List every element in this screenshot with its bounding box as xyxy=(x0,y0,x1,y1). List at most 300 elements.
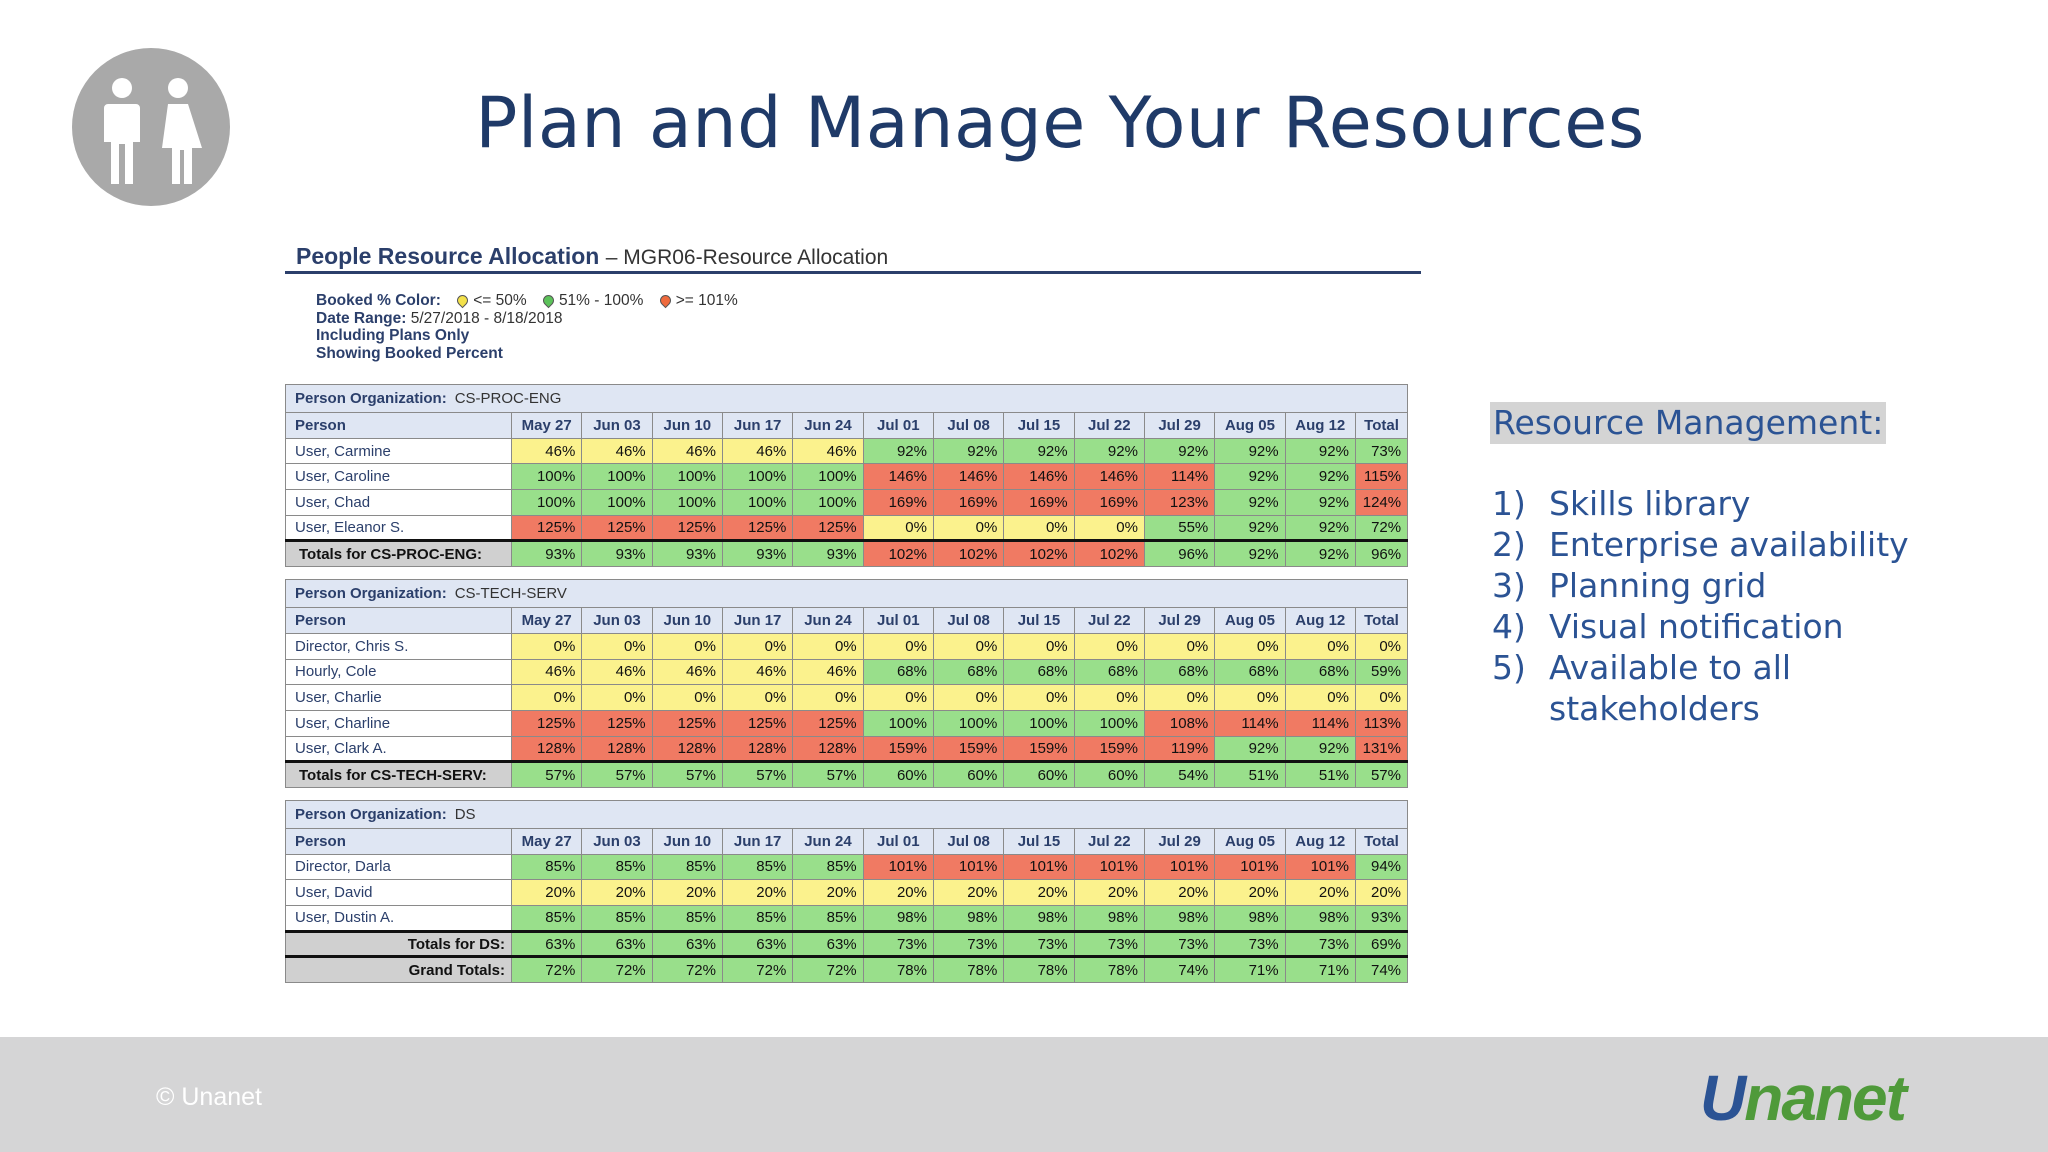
totals-cell: 96% xyxy=(1355,541,1407,567)
table-row xyxy=(286,880,1408,906)
unanet-logo xyxy=(1700,1061,1905,1135)
green-pin-icon xyxy=(541,293,557,309)
booked-percent-cell: 68% xyxy=(933,659,1003,685)
table-row xyxy=(286,490,1408,516)
totals-cell: 73% xyxy=(1215,931,1285,957)
grand-totals-cell: 78% xyxy=(933,957,1003,983)
booked-percent-cell: 20% xyxy=(1355,880,1407,906)
allocation-groups xyxy=(285,384,1407,995)
booked-percent-cell: 20% xyxy=(1215,880,1285,906)
org-label: Person Organization: xyxy=(295,390,447,407)
booked-percent-cell: 0% xyxy=(722,633,792,659)
report-subtitle: – MGR06-Resource Allocation xyxy=(605,246,889,269)
booked-percent-cell: 94% xyxy=(1355,854,1407,880)
column-header: Aug 12 xyxy=(1285,608,1355,634)
booked-percent-cell: 100% xyxy=(863,710,933,736)
column-header: Jul 22 xyxy=(1074,413,1144,439)
booked-percent-cell: 92% xyxy=(1215,736,1285,762)
table-row xyxy=(286,659,1408,685)
booked-percent-cell: 114% xyxy=(1215,710,1285,736)
column-header: Jul 22 xyxy=(1074,828,1144,854)
booked-percent-cell: 92% xyxy=(863,438,933,464)
column-header: Jun 17 xyxy=(722,413,792,439)
booked-percent-cell: 46% xyxy=(793,659,863,685)
booked-percent-cell: 146% xyxy=(1004,464,1074,490)
column-header: Aug 05 xyxy=(1215,828,1285,854)
booked-percent-cell: 72% xyxy=(1355,515,1407,541)
table-row xyxy=(286,736,1408,762)
org-label: Person Organization: xyxy=(295,585,447,603)
plans-filter-note: Including Plans Only xyxy=(316,327,470,344)
booked-percent-cell: 100% xyxy=(582,464,652,490)
totals-row xyxy=(286,541,1408,567)
person-name: User, Dustin A. xyxy=(286,906,512,932)
report-title xyxy=(296,243,888,270)
booked-percent-cell: 125% xyxy=(793,710,863,736)
booked-percent-cell: 101% xyxy=(933,854,1003,880)
totals-row xyxy=(286,762,1408,788)
column-header: May 27 xyxy=(512,413,582,439)
person-name: User, Clark A. xyxy=(286,736,512,762)
table-row xyxy=(286,710,1408,736)
column-header: Jul 01 xyxy=(863,608,933,634)
grand-totals-cell: 72% xyxy=(793,957,863,983)
totals-cell: 73% xyxy=(1074,931,1144,957)
booked-percent-cell: 68% xyxy=(1285,659,1355,685)
booked-percent-cell: 101% xyxy=(1285,854,1355,880)
booked-percent-cell: 125% xyxy=(722,515,792,541)
booked-percent-cell: 131% xyxy=(1355,736,1407,762)
booked-percent-cell: 85% xyxy=(793,854,863,880)
booked-percent-cell: 46% xyxy=(652,659,722,685)
booked-percent-cell: 98% xyxy=(1144,906,1214,932)
table-row xyxy=(286,854,1408,880)
report-title-text: People Resource Allocation xyxy=(296,243,600,269)
column-header: Aug 12 xyxy=(1285,828,1355,854)
table-row xyxy=(286,633,1408,659)
booked-percent-cell: 123% xyxy=(1144,490,1214,516)
booked-percent-cell: 169% xyxy=(1004,490,1074,516)
totals-cell: 57% xyxy=(652,762,722,788)
logo-u: U xyxy=(1700,1062,1745,1134)
booked-percent-cell: 0% xyxy=(1355,633,1407,659)
totals-cell: 60% xyxy=(933,762,1003,788)
column-header: Total xyxy=(1355,608,1407,634)
org-row xyxy=(286,800,1408,828)
org-table xyxy=(285,800,1408,983)
totals-cell: 51% xyxy=(1285,762,1355,788)
booked-percent-cell: 128% xyxy=(793,736,863,762)
booked-percent-cell: 0% xyxy=(652,685,722,711)
booked-percent-cell: 68% xyxy=(1144,659,1214,685)
org-row xyxy=(286,580,1408,608)
person-name: Director, Chris S. xyxy=(286,633,512,659)
column-header: Jun 03 xyxy=(582,828,652,854)
booked-percent-cell: 92% xyxy=(1215,490,1285,516)
booked-percent-cell: 101% xyxy=(1215,854,1285,880)
booked-percent-cell: 20% xyxy=(793,880,863,906)
people-icon xyxy=(72,48,230,206)
booked-percent-cell: 125% xyxy=(652,515,722,541)
table-row xyxy=(286,906,1408,932)
booked-percent-cell: 73% xyxy=(1355,438,1407,464)
list-number: 2) xyxy=(1492,525,1526,564)
grand-totals-cell: 74% xyxy=(1144,957,1214,983)
person-name: Hourly, Cole xyxy=(286,659,512,685)
booked-percent-cell: 85% xyxy=(582,854,652,880)
booked-percent-cell: 20% xyxy=(1004,880,1074,906)
list-number: 5) xyxy=(1492,648,1526,687)
totals-cell: 57% xyxy=(793,762,863,788)
column-header: Jul 01 xyxy=(863,828,933,854)
booked-percent-cell: 20% xyxy=(933,880,1003,906)
column-header-person: Person xyxy=(286,413,512,439)
org-table xyxy=(285,384,1408,567)
booked-percent-cell: 0% xyxy=(1144,633,1214,659)
booked-percent-cell: 85% xyxy=(652,906,722,932)
person-name: User, Charlie xyxy=(286,685,512,711)
totals-cell: 96% xyxy=(1144,541,1214,567)
booked-percent-cell: 100% xyxy=(1074,710,1144,736)
list-text: Available to all stakeholders xyxy=(1549,648,1792,728)
table-row xyxy=(286,438,1408,464)
column-header: Jul 08 xyxy=(933,828,1003,854)
booked-percent-cell: 0% xyxy=(582,633,652,659)
booked-percent-cell: 125% xyxy=(582,710,652,736)
org-label: Person Organization: xyxy=(295,805,447,823)
yellow-pin-icon xyxy=(455,293,471,309)
booked-percent-cell: 0% xyxy=(1355,685,1407,711)
booked-percent-cell: 85% xyxy=(793,906,863,932)
column-header: Jul 08 xyxy=(933,608,1003,634)
totals-cell: 60% xyxy=(1074,762,1144,788)
booked-percent-cell: 92% xyxy=(1285,515,1355,541)
booked-percent-cell: 128% xyxy=(722,736,792,762)
totals-label: Totals for CS-TECH-SERV: xyxy=(286,762,512,788)
booked-percent-cell: 146% xyxy=(1074,464,1144,490)
booked-percent-cell: 92% xyxy=(1285,438,1355,464)
booked-percent-cell: 0% xyxy=(722,685,792,711)
totals-label: Totals for CS-PROC-ENG: xyxy=(286,541,512,567)
booked-percent-cell: 92% xyxy=(1074,438,1144,464)
totals-cell: 73% xyxy=(1285,931,1355,957)
column-header: Jun 24 xyxy=(793,608,863,634)
report-legend xyxy=(316,292,738,362)
booked-percent-cell: 113% xyxy=(1355,710,1407,736)
booked-percent-cell: 119% xyxy=(1144,736,1214,762)
date-range-label: Date Range: xyxy=(316,309,407,327)
totals-cell: 73% xyxy=(933,931,1003,957)
totals-cell: 63% xyxy=(512,931,582,957)
legend-mid: 51% - 100% xyxy=(558,292,644,309)
booked-percent-cell: 92% xyxy=(1215,464,1285,490)
list-text: Planning grid xyxy=(1549,566,1767,605)
booked-percent-cell: 0% xyxy=(1004,633,1074,659)
booked-percent-cell: 85% xyxy=(722,854,792,880)
booked-percent-cell: 0% xyxy=(1215,633,1285,659)
totals-cell: 63% xyxy=(793,931,863,957)
booked-percent-cell: 92% xyxy=(1285,464,1355,490)
booked-percent-cell: 128% xyxy=(512,736,582,762)
header-row xyxy=(286,828,1408,854)
booked-percent-cell: 0% xyxy=(512,685,582,711)
booked-percent-cell: 0% xyxy=(1074,685,1144,711)
footer-bar xyxy=(0,1037,2048,1152)
column-header: Jun 10 xyxy=(652,828,722,854)
list-text: Visual notification xyxy=(1549,607,1844,646)
person-name: User, David xyxy=(286,880,512,906)
booked-percent-cell: 159% xyxy=(1074,736,1144,762)
booked-percent-cell: 20% xyxy=(1074,880,1144,906)
booked-percent-cell: 92% xyxy=(1215,515,1285,541)
booked-percent-cell: 100% xyxy=(1004,710,1074,736)
totals-cell: 63% xyxy=(582,931,652,957)
booked-percent-cell: 0% xyxy=(582,685,652,711)
booked-percent-cell: 68% xyxy=(1074,659,1144,685)
totals-cell: 92% xyxy=(1215,541,1285,567)
booked-percent-cell: 93% xyxy=(1355,906,1407,932)
booked-percent-cell: 0% xyxy=(1004,685,1074,711)
booked-percent-cell: 46% xyxy=(512,438,582,464)
totals-cell: 93% xyxy=(793,541,863,567)
booked-percent-cell: 59% xyxy=(1355,659,1407,685)
booked-percent-cell: 159% xyxy=(1004,736,1074,762)
booked-percent-cell: 101% xyxy=(1074,854,1144,880)
column-header: Aug 05 xyxy=(1215,413,1285,439)
booked-percent-cell: 46% xyxy=(652,438,722,464)
booked-percent-cell: 0% xyxy=(1144,685,1214,711)
resource-management-heading: Resource Management: xyxy=(1490,402,1886,444)
totals-cell: 93% xyxy=(722,541,792,567)
column-header: Jun 10 xyxy=(652,413,722,439)
column-header: Jun 03 xyxy=(582,413,652,439)
booked-percent-cell: 0% xyxy=(1285,685,1355,711)
grand-totals-cell: 71% xyxy=(1285,957,1355,983)
totals-cell: 60% xyxy=(1004,762,1074,788)
list-text: Enterprise availability xyxy=(1549,525,1909,564)
booked-percent-cell: 46% xyxy=(722,659,792,685)
booked-percent-cell: 46% xyxy=(722,438,792,464)
org-row xyxy=(286,385,1408,413)
booked-percent-cell: 100% xyxy=(722,490,792,516)
totals-cell: 54% xyxy=(1144,762,1214,788)
booked-percent-cell: 101% xyxy=(1004,854,1074,880)
grand-totals-cell: 72% xyxy=(512,957,582,983)
booked-percent-cell: 46% xyxy=(793,438,863,464)
org-table xyxy=(285,579,1408,788)
booked-percent-cell: 92% xyxy=(1285,736,1355,762)
totals-cell: 102% xyxy=(1074,541,1144,567)
booked-percent-cell: 85% xyxy=(512,854,582,880)
booked-percent-cell: 98% xyxy=(933,906,1003,932)
totals-cell: 93% xyxy=(512,541,582,567)
booked-percent-cell: 125% xyxy=(652,710,722,736)
table-row xyxy=(286,464,1408,490)
booked-percent-cell: 68% xyxy=(863,659,933,685)
org-name: CS-TECH-SERV xyxy=(454,585,567,603)
grand-totals-cell: 78% xyxy=(1074,957,1144,983)
totals-cell: 102% xyxy=(933,541,1003,567)
booked-percent-cell: 92% xyxy=(933,438,1003,464)
booked-percent-cell: 100% xyxy=(582,490,652,516)
booked-percent-cell: 169% xyxy=(1074,490,1144,516)
booked-percent-cell: 92% xyxy=(1144,438,1214,464)
column-header: Jun 17 xyxy=(722,828,792,854)
person-name: User, Charline xyxy=(286,710,512,736)
booked-percent-cell: 0% xyxy=(1004,515,1074,541)
legend-high: >= 101% xyxy=(675,292,738,309)
header-row xyxy=(286,608,1408,634)
totals-cell: 57% xyxy=(582,762,652,788)
booked-percent-cell: 125% xyxy=(512,710,582,736)
org-name: CS-PROC-ENG xyxy=(454,390,562,407)
booked-percent-cell: 98% xyxy=(1074,906,1144,932)
booked-percent-cell: 101% xyxy=(1144,854,1214,880)
booked-percent-cell: 100% xyxy=(512,490,582,516)
booked-percent-cell: 68% xyxy=(1215,659,1285,685)
booked-percent-cell: 159% xyxy=(863,736,933,762)
booked-percent-cell: 20% xyxy=(652,880,722,906)
booked-percent-cell: 0% xyxy=(863,633,933,659)
totals-cell: 69% xyxy=(1355,931,1407,957)
booked-percent-cell: 20% xyxy=(722,880,792,906)
booked-color-legend xyxy=(316,292,738,310)
booked-percent-cell: 100% xyxy=(652,464,722,490)
totals-cell: 57% xyxy=(1355,762,1407,788)
booked-percent-cell: 92% xyxy=(1215,438,1285,464)
booked-percent-cell: 20% xyxy=(1144,880,1214,906)
totals-label: Totals for DS: xyxy=(286,931,512,957)
legend-label: Booked % Color: xyxy=(316,292,441,309)
booked-percent-note: Showing Booked Percent xyxy=(316,344,503,362)
column-header: Jul 22 xyxy=(1074,608,1144,634)
booked-percent-cell: 0% xyxy=(1285,633,1355,659)
org-cell xyxy=(286,800,1408,828)
grand-totals-row xyxy=(286,957,1408,983)
grand-totals-cell: 74% xyxy=(1355,957,1407,983)
red-pin-icon xyxy=(657,293,673,309)
booked-percent-cell: 100% xyxy=(933,710,1003,736)
report-header xyxy=(285,240,1421,274)
resource-allocation-report xyxy=(285,240,1421,979)
column-header: Jun 03 xyxy=(582,608,652,634)
grand-totals-cell: 71% xyxy=(1215,957,1285,983)
list-number: 1) xyxy=(1492,484,1526,523)
totals-cell: 102% xyxy=(1004,541,1074,567)
table-row xyxy=(286,515,1408,541)
person-name: User, Eleanor S. xyxy=(286,515,512,541)
booked-percent-cell: 101% xyxy=(863,854,933,880)
booked-percent-cell: 0% xyxy=(1074,515,1144,541)
person-name: Director, Darla xyxy=(286,854,512,880)
booked-percent-cell: 46% xyxy=(512,659,582,685)
person-name: User, Carmine xyxy=(286,438,512,464)
column-header: Jul 29 xyxy=(1144,828,1214,854)
booked-percent-cell: 159% xyxy=(933,736,1003,762)
booked-percent-cell: 0% xyxy=(793,685,863,711)
column-header: May 27 xyxy=(512,828,582,854)
column-header: Aug 05 xyxy=(1215,608,1285,634)
booked-percent-cell: 85% xyxy=(652,854,722,880)
totals-cell: 63% xyxy=(652,931,722,957)
grand-totals-cell: 72% xyxy=(582,957,652,983)
booked-percent-cell: 124% xyxy=(1355,490,1407,516)
column-header-person: Person xyxy=(286,828,512,854)
column-header: Jul 29 xyxy=(1144,608,1214,634)
column-header: Aug 12 xyxy=(1285,413,1355,439)
booked-percent-cell: 115% xyxy=(1355,464,1407,490)
booked-percent-cell: 100% xyxy=(512,464,582,490)
booked-percent-cell: 85% xyxy=(512,906,582,932)
booked-percent-cell: 85% xyxy=(582,906,652,932)
person-name: User, Chad xyxy=(286,490,512,516)
person-name: User, Caroline xyxy=(286,464,512,490)
list-number: 3) xyxy=(1492,566,1526,605)
booked-percent-cell: 92% xyxy=(1004,438,1074,464)
logo-rest: nanet xyxy=(1744,1062,1905,1134)
org-cell xyxy=(286,385,1408,413)
booked-percent-cell: 85% xyxy=(722,906,792,932)
totals-cell: 51% xyxy=(1215,762,1285,788)
booked-percent-cell: 169% xyxy=(933,490,1003,516)
totals-cell: 73% xyxy=(1144,931,1214,957)
booked-percent-cell: 0% xyxy=(933,633,1003,659)
booked-percent-cell: 98% xyxy=(1004,906,1074,932)
header-row xyxy=(286,413,1408,439)
booked-percent-cell: 0% xyxy=(933,515,1003,541)
booked-percent-cell: 100% xyxy=(722,464,792,490)
booked-percent-cell: 0% xyxy=(652,633,722,659)
booked-percent-cell: 20% xyxy=(582,880,652,906)
booked-percent-cell: 128% xyxy=(652,736,722,762)
booked-percent-cell: 0% xyxy=(1074,633,1144,659)
totals-cell: 57% xyxy=(512,762,582,788)
booked-percent-cell: 128% xyxy=(582,736,652,762)
booked-percent-cell: 114% xyxy=(1144,464,1214,490)
column-header: Jun 17 xyxy=(722,608,792,634)
column-header: Total xyxy=(1355,413,1407,439)
grand-totals-cell: 78% xyxy=(1004,957,1074,983)
slide-title: Plan and Manage Your Resources xyxy=(475,82,1645,164)
org-cell xyxy=(286,580,1408,608)
totals-cell: 73% xyxy=(1004,931,1074,957)
booked-percent-cell: 0% xyxy=(863,515,933,541)
date-range-value: 5/27/2018 - 8/18/2018 xyxy=(410,309,563,327)
booked-percent-cell: 46% xyxy=(582,659,652,685)
totals-cell: 102% xyxy=(863,541,933,567)
booked-percent-cell: 0% xyxy=(1215,685,1285,711)
list-text: Skills library xyxy=(1549,484,1751,523)
column-header: Jun 10 xyxy=(652,608,722,634)
org-name: DS xyxy=(454,805,476,823)
grand-totals-label: Grand Totals: xyxy=(286,957,512,983)
table-row xyxy=(286,685,1408,711)
booked-percent-cell: 20% xyxy=(863,880,933,906)
list-number: 4) xyxy=(1492,607,1526,646)
totals-cell: 93% xyxy=(582,541,652,567)
legend-low: <= 50% xyxy=(473,292,527,309)
booked-percent-cell: 20% xyxy=(512,880,582,906)
totals-cell: 93% xyxy=(652,541,722,567)
totals-cell: 57% xyxy=(722,762,792,788)
copyright-text: © Unanet xyxy=(156,1083,262,1111)
booked-percent-cell: 108% xyxy=(1144,710,1214,736)
booked-percent-cell: 0% xyxy=(512,633,582,659)
booked-percent-cell: 46% xyxy=(582,438,652,464)
booked-percent-cell: 125% xyxy=(582,515,652,541)
booked-percent-cell: 114% xyxy=(1285,710,1355,736)
booked-percent-cell: 55% xyxy=(1144,515,1214,541)
